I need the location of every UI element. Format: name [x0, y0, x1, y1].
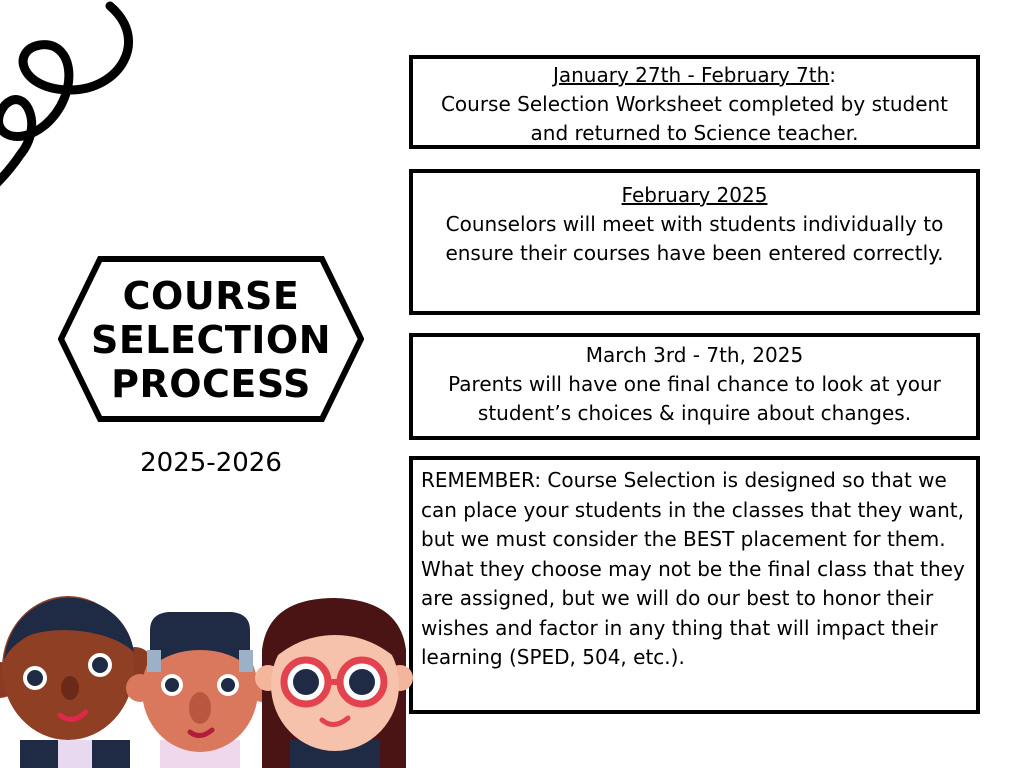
step-3-date: March 3rd - 7th, 2025 — [585, 343, 804, 367]
title-line-1: COURSE — [122, 274, 300, 318]
step-box-1 — [409, 55, 980, 149]
step-3-text: Parents will have one final chance to look at your student’s choices & inquire about changes. — [448, 372, 941, 425]
reminder-text: REMEMBER: Course Selection is designed so that we can place your students in the classes that they want, but we must consider the BEST placement for them. What they choose may not be the final class that they are assigned, but we will do our best to honor their wishes and factor in any thing that will impact their learning (SPED, 504, etc.). — [421, 468, 965, 669]
step-box-3 — [409, 333, 980, 440]
step-box-2 — [409, 169, 980, 315]
kid-2-icon — [126, 612, 276, 768]
school-year: 2025-2026 — [140, 448, 282, 478]
kids-illustration-icon — [0, 590, 420, 768]
title-line-2: SELECTION — [90, 318, 332, 362]
step-2-date: February 2025 — [621, 183, 768, 207]
step-1-colon: : — [829, 63, 837, 87]
title-line-3: PROCESS — [111, 362, 311, 406]
kid-3-icon — [255, 598, 413, 768]
page-title — [58, 274, 364, 406]
swirl-decoration-icon — [0, 0, 140, 200]
title-hexagon — [58, 256, 364, 422]
step-1-date: January 27th - February 7th — [552, 63, 830, 87]
reminder-box — [409, 456, 980, 714]
step-2-text: Counselors will meet with students individually to ensure their courses have been entered correctly. — [445, 212, 944, 265]
step-1-text: Course Selection Worksheet completed by student and returned to Science teacher. — [440, 92, 949, 145]
